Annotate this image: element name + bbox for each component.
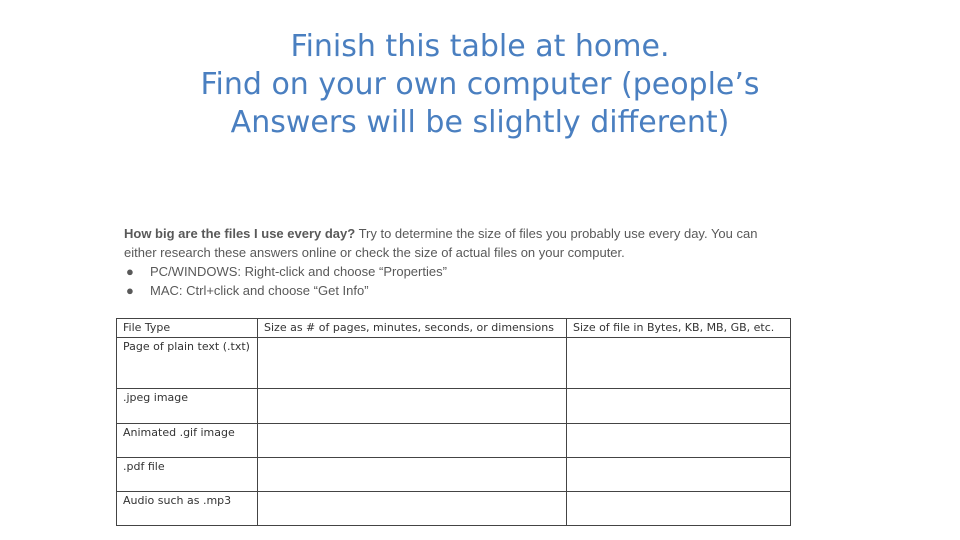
title-line-2: Find on your own computer (people’s [200,67,760,102]
cell-file-type: .pdf file [117,458,258,492]
cell-file-type: Audio such as .mp3 [117,492,258,526]
cell-size-units[interactable] [258,424,567,458]
cell-file-size[interactable] [567,492,791,526]
cell-file-size[interactable] [567,424,791,458]
instructions-block [124,224,784,300]
instructions-question [124,224,784,262]
bullet-dot-icon: ● [126,283,134,298]
table-row [117,492,791,526]
header-file-size: Size of file in Bytes, KB, MB, GB, etc. [567,319,791,338]
table-row [117,458,791,492]
title-line-1: Finish this table at home. [290,29,670,64]
cell-size-units[interactable] [258,338,567,389]
cell-file-size[interactable] [567,458,791,492]
cell-size-units[interactable] [258,458,567,492]
table-header-row [117,319,791,338]
bullet-text: PC/WINDOWS: Right-click and choose “Properties” [150,264,447,279]
question-rest: Try to determine the size of files you probably use every day. You can either research these answers online or check the size of actual files on your computer. [124,226,758,260]
table-row [117,424,791,458]
table-row [117,389,791,424]
cell-size-units[interactable] [258,389,567,424]
bullet-dot-icon: ● [126,264,134,279]
instructions-bullets [124,262,784,300]
title-line-3: Answers will be slightly different) [230,105,730,140]
cell-file-type: .jpeg image [117,389,258,424]
file-size-table [116,318,791,526]
bullet-windows [126,262,784,281]
cell-size-units[interactable] [258,492,567,526]
question-bold: How big are the files I use every day? [124,226,356,241]
cell-file-size[interactable] [567,389,791,424]
cell-file-size[interactable] [567,338,791,389]
bullet-text: MAC: Ctrl+click and choose “Get Info” [150,283,369,298]
bullet-mac [126,281,784,300]
header-size-units: Size as # of pages, minutes, seconds, or dimensions [258,319,567,338]
slide-title [0,28,960,142]
table-row [117,338,791,389]
header-file-type: File Type [117,319,258,338]
cell-file-type: Page of plain text (.txt) [117,338,258,389]
cell-file-type: Animated .gif image [117,424,258,458]
